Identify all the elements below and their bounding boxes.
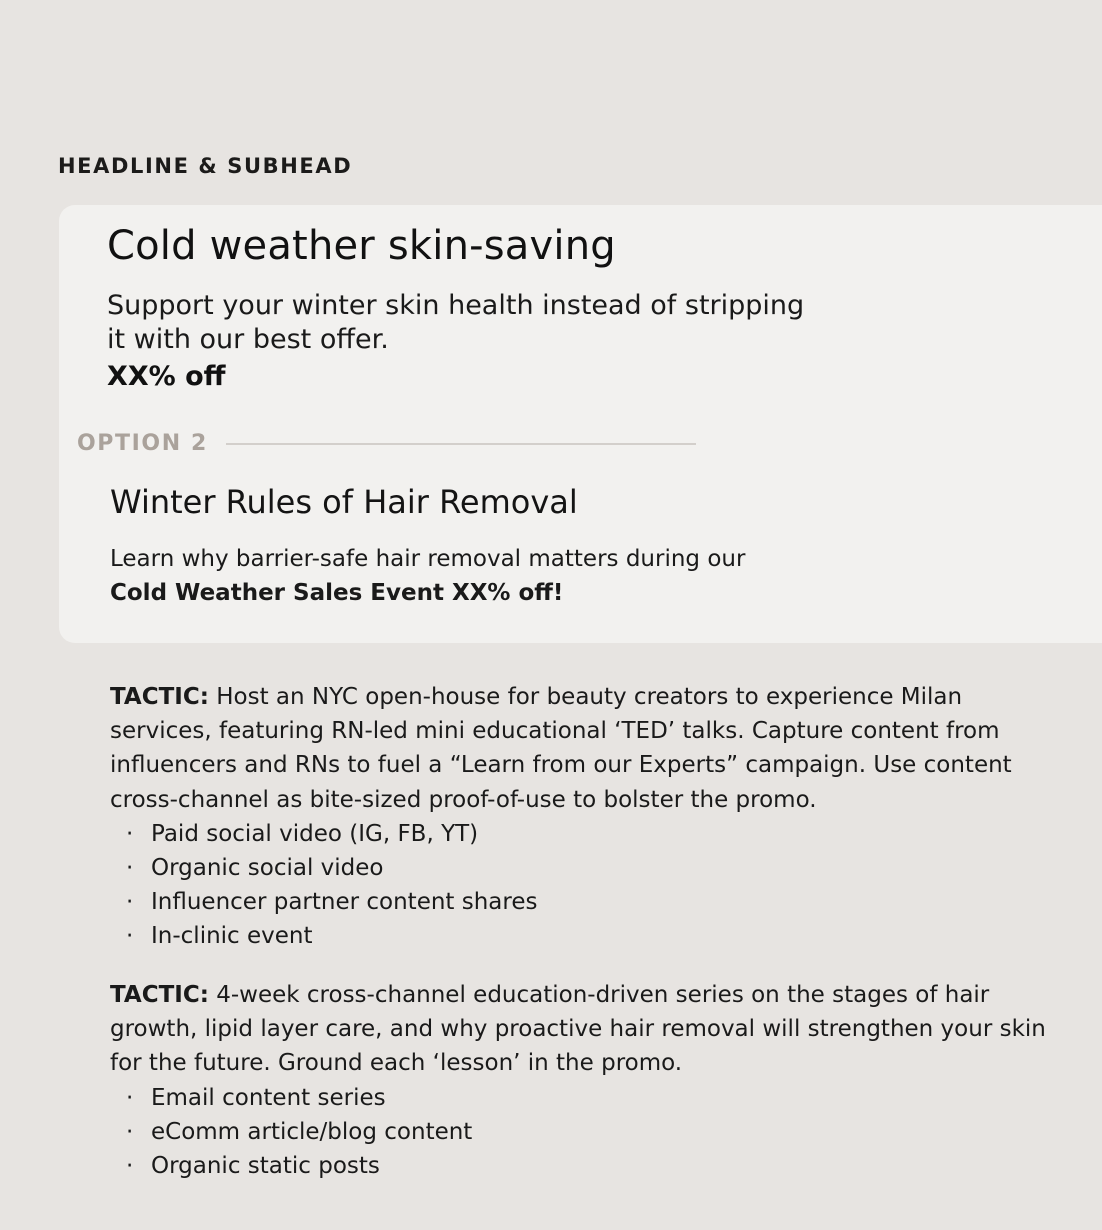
tactic-paragraph xyxy=(110,978,1070,1081)
section-label: HEADLINE & SUBHEAD xyxy=(58,154,353,178)
option-label: OPTION 2 xyxy=(77,431,208,456)
tactic-bullet-list xyxy=(110,817,1070,954)
headline: Cold weather skin-saving xyxy=(107,223,616,269)
tactic-text: Host an NYC open-house for beauty creators to experience Milan services, featuring RN-led mini educational ‘TED’ talks. Capture content from influencers and RNs to fuel a “Learn from our Experts” campaign. Use content cross-channel as bite-sized proof-of-use to bolster the promo. xyxy=(110,684,1012,813)
list-item: · Paid social video (IG, FB, YT) xyxy=(110,817,1070,851)
list-item: · In-clinic event xyxy=(110,919,1070,953)
bullet-icon: · xyxy=(126,889,134,916)
divider-line xyxy=(226,443,696,445)
option-body-text: Learn why barrier-safe hair removal matters during our xyxy=(110,546,746,572)
discount-text: XX% off xyxy=(107,361,226,392)
tactic-lead: TACTIC: xyxy=(110,982,209,1008)
headline-card xyxy=(59,205,1102,643)
list-item: · Organic static posts xyxy=(110,1149,1070,1183)
option-body-bold: Cold Weather Sales Event XX% off! xyxy=(110,580,564,606)
tactic-paragraph xyxy=(110,680,1070,817)
bullet-icon: · xyxy=(126,1084,134,1111)
bullet-icon: · xyxy=(126,923,134,950)
option-title: Winter Rules of Hair Removal xyxy=(110,483,578,521)
tactic-block xyxy=(110,680,1070,954)
option-divider xyxy=(77,431,696,456)
list-item: · Organic social video xyxy=(110,851,1070,885)
bullet-icon: · xyxy=(126,820,134,847)
bullet-icon: · xyxy=(126,855,134,882)
tactic-block xyxy=(110,978,1070,1183)
list-item: · eComm article/blog content xyxy=(110,1115,1070,1149)
list-item: · Email content series xyxy=(110,1081,1070,1115)
list-item: · Influencer partner content shares xyxy=(110,885,1070,919)
tactic-bullet-list xyxy=(110,1081,1070,1184)
bullet-icon: · xyxy=(126,1118,134,1145)
bullet-icon: · xyxy=(126,1153,134,1180)
tactic-lead: TACTIC: xyxy=(110,684,209,710)
tactic-text: 4-week cross-channel education-driven series on the stages of hair growth, lipid layer care, and why proactive hair removal will strengthen your skin for the future. Ground each ‘lesson’ in the promo. xyxy=(110,982,1046,1077)
option-body xyxy=(110,542,930,610)
subhead: Support your winter skin health instead of stripping it with our best offer. xyxy=(107,290,805,355)
